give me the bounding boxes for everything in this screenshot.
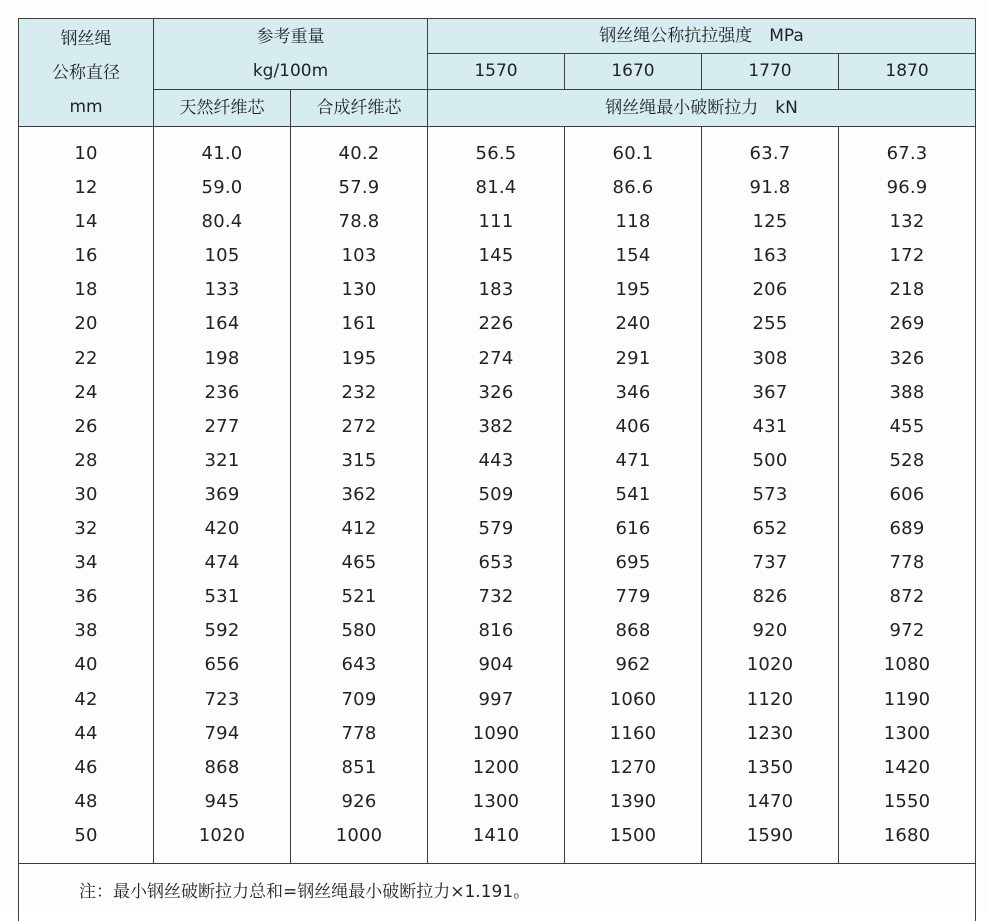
table-cell: 12 xyxy=(74,177,98,199)
table-cell: 44 xyxy=(74,722,98,744)
table-cell: 80.4 xyxy=(201,211,243,233)
table-cell: 24 xyxy=(74,381,98,403)
table-cell: 103 xyxy=(341,245,377,267)
table-cell: 1190 xyxy=(883,688,931,710)
column-force-1670 xyxy=(565,127,702,864)
table-cell: 531 xyxy=(204,586,240,608)
table-cell: 851 xyxy=(341,756,377,778)
table-cell: 161 xyxy=(341,313,377,335)
table-cell: 1350 xyxy=(746,756,794,778)
table-cell: 541 xyxy=(615,483,651,505)
table-cell: 132 xyxy=(889,211,925,233)
table-cell: 1090 xyxy=(472,722,520,744)
table-cell: 28 xyxy=(74,449,98,471)
table-cell: 1270 xyxy=(609,756,657,778)
diameter-header-line-3: mm xyxy=(69,96,103,117)
table-cell: 346 xyxy=(615,381,651,403)
strength-header: 钢丝绳公称抗拉强度 MPa xyxy=(428,19,976,54)
table-cell: 1500 xyxy=(609,824,657,846)
table-cell: 145 xyxy=(478,245,514,267)
table-cell: 997 xyxy=(478,688,514,710)
synthetic-core-header: 合成纤维芯 xyxy=(291,90,428,127)
table-cell: 255 xyxy=(752,313,788,335)
table-cell: 118 xyxy=(615,211,651,233)
min-break-force-header: 钢丝绳最小破断拉力 kN xyxy=(428,90,976,127)
table-cell: 926 xyxy=(341,790,377,812)
table-cell: 206 xyxy=(752,279,788,301)
table-cell: 1420 xyxy=(883,756,931,778)
table-cell: 183 xyxy=(478,279,514,301)
table-cell: 592 xyxy=(204,620,240,642)
column-natural-core xyxy=(154,127,291,864)
table-cell: 91.8 xyxy=(749,177,791,199)
table-cell: 111 xyxy=(478,211,514,233)
table-cell: 737 xyxy=(752,552,788,574)
table-cell: 1200 xyxy=(472,756,520,778)
table-cell: 326 xyxy=(889,347,925,369)
table-cell: 643 xyxy=(341,654,377,676)
table-cell: 709 xyxy=(341,688,377,710)
column-force-1770 xyxy=(702,127,839,864)
reference-weight-unit: kg/100m xyxy=(252,61,329,81)
table-cell: 794 xyxy=(204,722,240,744)
table-cell: 945 xyxy=(204,790,240,812)
table-cell: 14 xyxy=(74,211,98,233)
table-cell: 1550 xyxy=(883,790,931,812)
table-cell: 695 xyxy=(615,552,651,574)
table-cell: 471 xyxy=(615,449,651,471)
column-force-1570 xyxy=(428,127,565,864)
table-cell: 1020 xyxy=(746,654,794,676)
table-cell: 272 xyxy=(341,415,377,437)
table-cell: 1160 xyxy=(609,722,657,744)
diameter-header xyxy=(19,19,154,127)
diameter-header-line-2: 公称直径 xyxy=(52,62,120,83)
table-cell: 1680 xyxy=(883,824,931,846)
table-cell: 40 xyxy=(74,654,98,676)
data-block xyxy=(19,127,976,864)
table-cell: 653 xyxy=(478,552,514,574)
table-cell: 362 xyxy=(341,483,377,505)
grade-1570-header: 1570 xyxy=(428,54,565,90)
table-cell: 778 xyxy=(341,722,377,744)
table-cell: 723 xyxy=(204,688,240,710)
diameter-header-line-1: 钢丝绳 xyxy=(60,28,112,49)
table-cell: 59.0 xyxy=(201,177,243,199)
table-cell: 500 xyxy=(752,449,788,471)
table-cell: 18 xyxy=(74,279,98,301)
table-cell: 63.7 xyxy=(749,143,791,164)
table-cell: 195 xyxy=(615,279,651,301)
table-cell: 1590 xyxy=(746,824,794,846)
table-cell: 528 xyxy=(889,449,925,471)
table-cell: 509 xyxy=(478,483,514,505)
grade-1670-header: 1670 xyxy=(565,54,702,90)
table-cell: 96.9 xyxy=(886,177,928,199)
table-cell: 274 xyxy=(478,347,514,369)
table-cell: 689 xyxy=(889,518,925,540)
column-force-1870 xyxy=(839,127,976,864)
table-cell: 57.9 xyxy=(338,177,380,199)
table-cell: 130 xyxy=(341,279,377,301)
table-cell: 218 xyxy=(889,279,925,301)
table-cell: 226 xyxy=(478,313,514,335)
table-cell: 78.8 xyxy=(338,211,380,233)
table-cell: 369 xyxy=(204,483,240,505)
table-cell: 972 xyxy=(889,620,925,642)
table-cell: 521 xyxy=(341,586,377,608)
table-cell: 86.6 xyxy=(612,177,654,199)
table-cell: 616 xyxy=(615,518,651,540)
table-cell: 240 xyxy=(615,313,651,335)
table-cell: 474 xyxy=(204,552,240,574)
table-cell: 48 xyxy=(74,790,98,812)
table-cell: 904 xyxy=(478,654,514,676)
table-cell: 443 xyxy=(478,449,514,471)
table-cell: 1470 xyxy=(746,790,794,812)
table-cell: 277 xyxy=(204,415,240,437)
reference-weight-header xyxy=(154,19,428,90)
table-cell: 1390 xyxy=(609,790,657,812)
table-cell: 236 xyxy=(204,381,240,403)
table-cell: 388 xyxy=(889,381,925,403)
table-cell: 431 xyxy=(752,415,788,437)
table-cell: 382 xyxy=(478,415,514,437)
table-cell: 412 xyxy=(341,518,377,540)
table-cell: 872 xyxy=(889,586,925,608)
table-cell: 1300 xyxy=(472,790,520,812)
table-cell: 10 xyxy=(74,143,98,164)
table-cell: 1120 xyxy=(746,688,794,710)
table-cell: 30 xyxy=(74,483,98,505)
table-cell: 81.4 xyxy=(475,177,517,199)
table-cell: 606 xyxy=(889,483,925,505)
table-cell: 652 xyxy=(752,518,788,540)
table-cell: 1230 xyxy=(746,722,794,744)
column-synthetic-core xyxy=(291,127,428,864)
table-cell: 269 xyxy=(889,313,925,335)
table-cell: 315 xyxy=(341,449,377,471)
wire-rope-spec-table xyxy=(18,18,976,921)
grade-1870-header: 1870 xyxy=(839,54,976,90)
table-cell: 16 xyxy=(74,245,98,267)
table-cell: 172 xyxy=(889,245,925,267)
table-cell: 1410 xyxy=(472,824,520,846)
table-cell: 420 xyxy=(204,518,240,540)
table-cell: 326 xyxy=(478,381,514,403)
table-cell: 60.1 xyxy=(612,143,654,164)
table-cell: 573 xyxy=(752,483,788,505)
table-cell: 321 xyxy=(204,449,240,471)
table-cell: 34 xyxy=(74,552,98,574)
table-cell: 26 xyxy=(74,415,98,437)
table-cell: 22 xyxy=(74,347,98,369)
table-cell: 1000 xyxy=(335,824,383,846)
table-cell: 868 xyxy=(204,756,240,778)
table-cell: 406 xyxy=(615,415,651,437)
natural-core-header: 天然纤维芯 xyxy=(154,90,291,127)
table-cell: 20 xyxy=(74,313,98,335)
table-cell: 198 xyxy=(204,347,240,369)
table-cell: 580 xyxy=(341,620,377,642)
table-cell: 826 xyxy=(752,586,788,608)
table-cell: 308 xyxy=(752,347,788,369)
table-cell: 42 xyxy=(74,688,98,710)
table-cell: 232 xyxy=(341,381,377,403)
table-cell: 195 xyxy=(341,347,377,369)
reference-weight-title: 参考重量 xyxy=(256,27,325,47)
table-cell: 41.0 xyxy=(201,143,243,164)
table-header xyxy=(19,19,976,127)
table-cell: 656 xyxy=(204,654,240,676)
table-cell: 868 xyxy=(615,620,651,642)
table-cell: 67.3 xyxy=(886,143,928,164)
table-cell: 1020 xyxy=(198,824,246,846)
table-cell: 1060 xyxy=(609,688,657,710)
table-cell: 816 xyxy=(478,620,514,642)
column-diameter xyxy=(19,127,154,864)
table-cell: 291 xyxy=(615,347,651,369)
table-cell: 579 xyxy=(478,518,514,540)
table-cell: 46 xyxy=(74,756,98,778)
table-note-row xyxy=(19,863,976,921)
table-cell: 455 xyxy=(889,415,925,437)
table-cell: 778 xyxy=(889,552,925,574)
table-cell: 50 xyxy=(74,824,98,846)
table-cell: 164 xyxy=(204,313,240,335)
table-cell: 732 xyxy=(478,586,514,608)
table-cell: 920 xyxy=(752,620,788,642)
table-cell: 779 xyxy=(615,586,651,608)
table-cell: 367 xyxy=(752,381,788,403)
table-cell: 465 xyxy=(341,552,377,574)
table-cell: 1300 xyxy=(883,722,931,744)
table-note: 注：最小钢丝破断拉力总和=钢丝绳最小破断拉力×1.191。 xyxy=(19,863,976,921)
table-cell: 36 xyxy=(74,586,98,608)
table-cell: 38 xyxy=(74,620,98,642)
table-cell: 154 xyxy=(615,245,651,267)
table-cell: 105 xyxy=(204,245,240,267)
table-cell: 163 xyxy=(752,245,788,267)
table-cell: 133 xyxy=(204,279,240,301)
table-body xyxy=(19,127,976,921)
grade-1770-header: 1770 xyxy=(702,54,839,90)
table-cell: 1080 xyxy=(883,654,931,676)
table-cell: 40.2 xyxy=(338,143,380,164)
table-cell: 125 xyxy=(752,211,788,233)
table-cell: 56.5 xyxy=(475,143,517,164)
table-cell: 962 xyxy=(615,654,651,676)
table-cell: 32 xyxy=(74,518,98,540)
